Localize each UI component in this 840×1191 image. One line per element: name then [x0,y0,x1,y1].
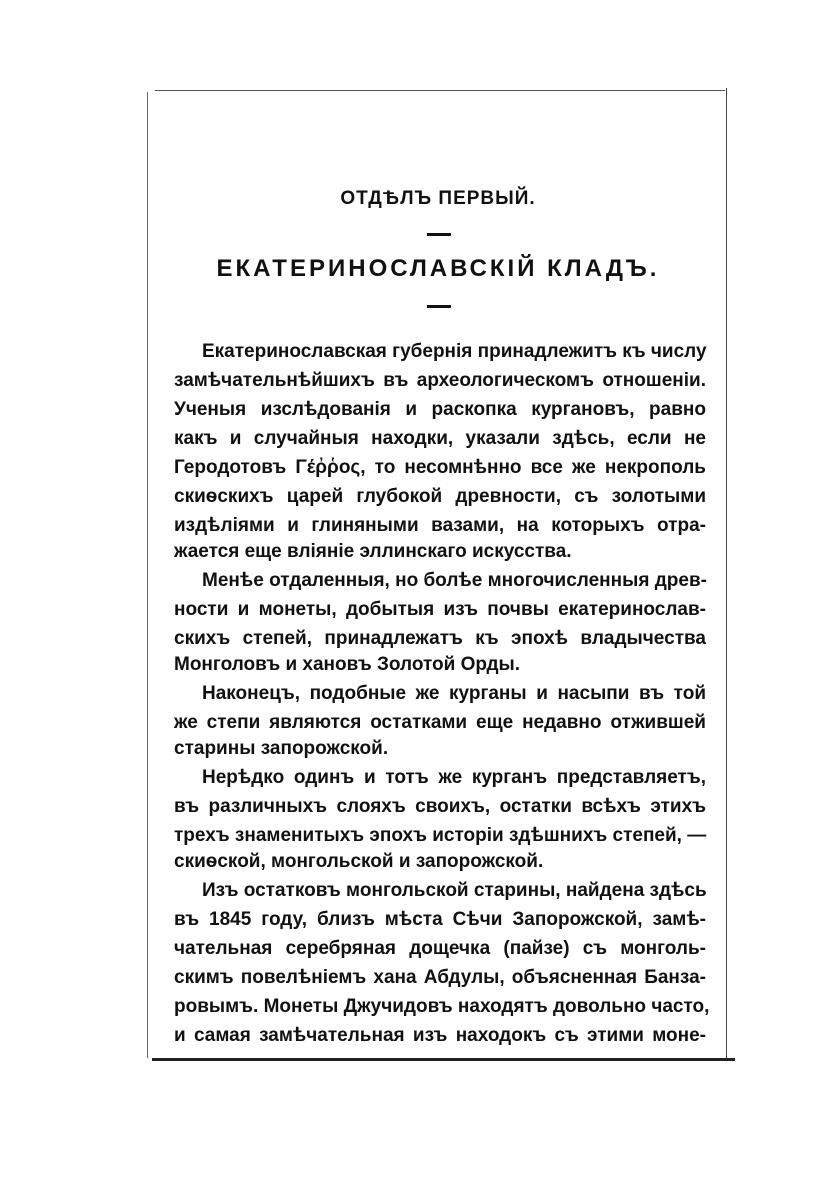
text-line: Ученыя изслѣдованія и раскопка кургановъ, равно [174,399,706,420]
text-line: трехъ знаменитыхъ эпохъ исторіи здѣшнихъ степей, — [174,825,707,846]
text-line: ности и монеты, добытыя изъ почвы екатеринослав- [174,599,706,620]
text-line: какъ и случайныя находки, указали здѣсь, если не [174,428,706,449]
top-border-rule [155,90,725,91]
text-line: и самая замѣчательная изъ находокъ съ этими моне- [174,1025,706,1046]
text-line: Нерѣдко одинъ и тотъ же курганъ представляетъ, [202,767,706,788]
text-line: замѣчательнѣйшихъ въ археологическомъ отношеніи. [174,370,706,391]
left-border-rule [147,92,148,1058]
text-line: же степи являются остатками еще недавно отжившей [174,712,706,733]
text-line: скиѳскихъ царей глубокой древности, съ золотыми [174,486,706,507]
text-line: чательная серебряная дощечка (пайзе) съ монголь- [174,938,706,959]
text-line: ровымъ. Монеты Джучидовъ находятъ довольно часто, [174,996,710,1017]
right-border-rule [726,88,727,1058]
text-line: старины запорожской. [174,738,389,759]
text-line: Менѣе отдаленныя, но болѣе многочисленныя древ- [202,570,707,591]
text-line: жается еще вліяніе эллинскаго искусства. [174,541,572,562]
heading-dash-rule [427,233,451,236]
text-line: Изъ остатковъ монгольской старины, найдена здѣсь [202,880,707,901]
text-line: въ 1845 году, близъ мѣста Сѣчи Запорожской, замѣ- [174,909,706,930]
text-line: Екатеринославская губернія принадлежитъ къ числу [202,341,707,362]
text-line: скимъ повелѣніемъ хана Абдулы, объясненная Банза- [174,967,706,988]
text-line: въ различныхъ слояхъ своихъ, остатки всѣхъ этихъ [174,796,706,817]
title-dash-rule [427,305,451,308]
text-line: Монголовъ и хановъ Золотой Орды. [174,654,521,675]
text-line: Наконецъ, подобные же курганы и насыпи въ той [202,683,706,704]
chapter-title: ЕКАТЕРИНОСЛАВСКІЙ КЛАДЪ. [216,255,660,282]
section-heading: ОТДѢЛЪ ПЕРВЫЙ. [340,188,536,209]
text-line: скиѳской, монгольской и запорожской. [174,851,544,872]
text-line: издѣліями и глиняными вазами, на которыхъ отра- [174,515,706,536]
bottom-border-rule [152,1058,735,1061]
text-line: Геродотовъ Γέῤῥος, то несомнѣнно все же некрополь [174,457,706,478]
text-line: скихъ степей, принадлежатъ къ эпохѣ владычества [174,628,706,649]
